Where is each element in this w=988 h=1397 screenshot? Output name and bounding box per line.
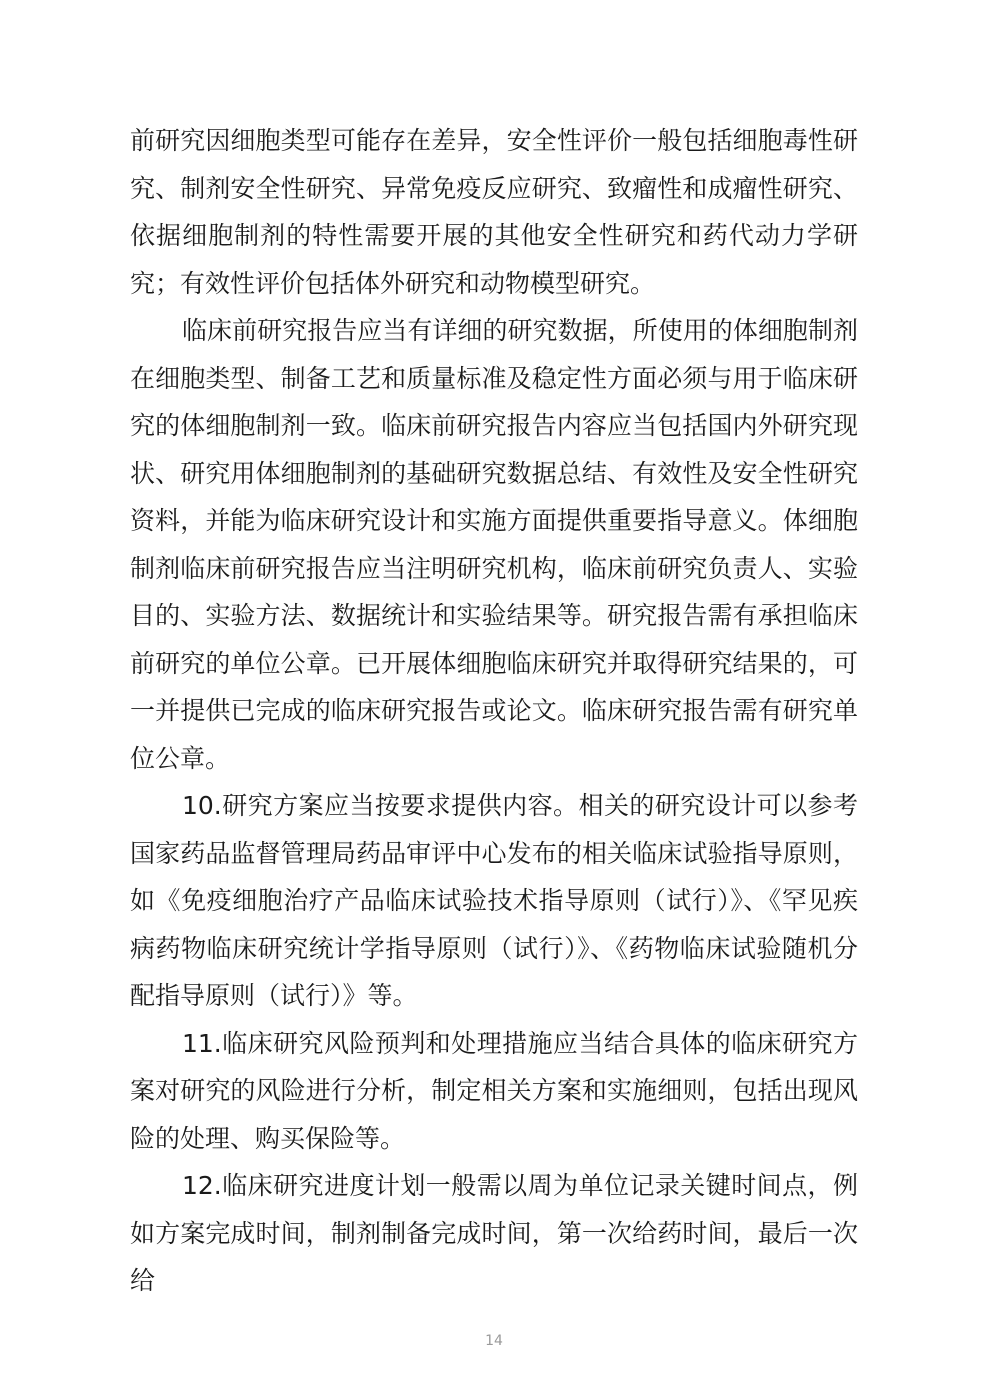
page-number: 14 [485, 1333, 503, 1349]
paragraph-5: 12.临床研究进度计划一般需以周为单位记录关键时间点，例如方案完成时间，制剂制备完成时间，第一次给药时间，最后一次给 [130, 1171, 858, 1295]
document-body [130, 117, 858, 1305]
paragraph-4: 11.临床研究风险预判和处理措施应当结合具体的临床研究方案对研究的风险进行分析，制定相关方案和实施细则，包括出现风险的处理、购买保险等。 [130, 1028, 858, 1153]
paragraph-1: 前研究因细胞类型可能存在差异，安全性评价一般包括细胞毒性研究、制剂安全性研究、异常免疫反应研究、致瘤性和成瘤性研究、依据细胞制剂的特性需要开展的其他安全性研究和药代动力学研究；有效性评价包括体外研究和动物模型研究。 [130, 126, 858, 298]
paragraph-3: 10.研究方案应当按要求提供内容。相关的研究设计可以参考国家药品监督管理局药品审评中心发布的相关临床试验指导原则，如《免疫细胞治疗产品临床试验技术指导原则（试行）》、《罕见疾病药物临床研究统计学指导原则（试行）》、《药物临床试验随机分配指导原则（试行）》等。 [130, 791, 858, 1010]
paragraph-2: 临床前研究报告应当有详细的研究数据，所使用的体细胞制剂在细胞类型、制备工艺和质量标准及稳定性方面必须与用于临床研究的体细胞制剂一致。临床前研究报告内容应当包括国内外研究现状、研究用体细胞制剂的基础研究数据总结、有效性及安全性研究资料，并能为临床研究设计和实施方面提供重要指导意义。体细胞制剂临床前研究报告应当注明研究机构，临床前研究负责人、实验目的、实验方法、数据统计和实验结果等。研究报告需有承担临床前研究的单位公章。已开展体细胞临床研究并取得研究结果的，可一并提供已完成的临床研究报告或论文。临床研究报告需有研究单位公章。 [130, 316, 858, 773]
